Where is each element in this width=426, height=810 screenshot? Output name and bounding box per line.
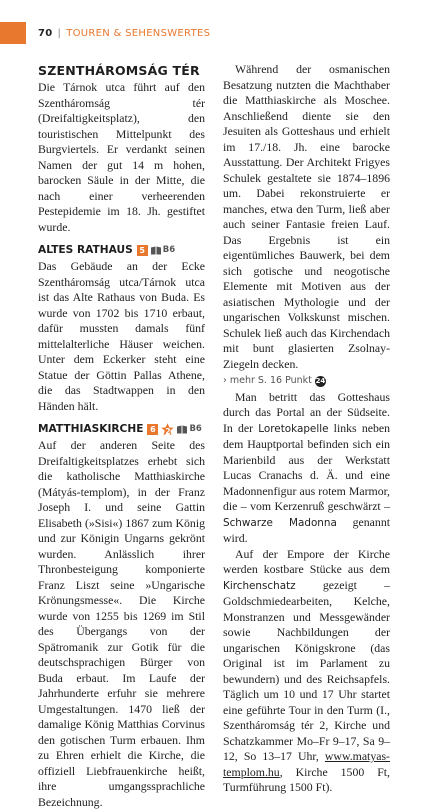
paragraph-matthiaskirche: Auf der anderen Seite des Dreifaltigkeitsplatzes erhebt sich die katholische Matthiaskirche (Mátyás-templom), in der Franz Joseph I. und seine Gattin Elisabeth (»Sisi«) 1867 zum König und zur Königin Ungarns gekrönt wurden. Anlässlich ihrer Thronbesteigung komponierte Franz Liszt seine »Ungarische Krönungsmesse«. Die Kirche wurde von 1255 bis 1269 im Stil des Übergangs von der Spätromanik zur Gotik für die deutschsprachigen Bürger von Buda erbaut. Im Laufe der Jahrhunderte erfuhr sie mehrere Umgestaltungen. 1470 ließ der damalige König Matthias Corvinus den gotischen Turm erbauen. Ihm zu Ehren erhielt die Kirche, die offiziell Liebfrauenkirche heißt, ihre umgangssprachliche Bezeichnung.	[38, 438, 205, 809]
website-link[interactable]: www.matyas-templom.hu	[223, 749, 390, 779]
paragraph-kirchenschatz	[223, 547, 390, 796]
highlight-star-icon	[161, 423, 174, 436]
section-tab-marker	[0, 22, 26, 44]
map-book-icon	[151, 246, 161, 255]
text: genannt wird.	[223, 514, 390, 545]
highlight-star-number: 2	[165, 426, 171, 436]
paragraph-altes-rathaus: Das Gebäude an der Ecke Szentháromság utca/Tárnok utca ist das Alte Rathaus von Buda. Es wurde von 1702 bis 1710 erbaut, dafür mussten damals fünf mittelalterliche Häuser weichen. Unter dem Eckerker steht eine Statue der Göttin Pallas Athene, die das Stadtwappen in den Händen hält.	[38, 259, 205, 413]
cross-reference-number: 24	[315, 377, 326, 385]
left-column	[38, 62, 205, 810]
section-title: TOUREN & SEHENSWERTES	[66, 27, 211, 39]
right-column	[223, 62, 390, 796]
paragraph-intro: Die Tárnok utca führt auf den Szentháromság tér (Dreifaltigkeitsplatz), den touristischen Mittelpunkt des Burgviertels. Er verdankt seinen Namen der gut 14 m hohen, barocken Säule in der Mitte, die nach einer verheerenden Pestepidemie im 18. Jh. gestiftet wurde.	[38, 80, 205, 234]
sight-number-badge: 5	[137, 245, 148, 256]
text: gezeigt – Goldschmiedearbeiten, Kelche, Monstranzen und Messgewänder sowie Nachbildungen der ungarischen Königskrone (das Original ist im Parlament zu bewundern) und des Reichsapfels. Täglich um 10 und 17 Uhr startet eine geführte Tour in den Turm (I., Szentháromság tér 2, Kirche und Schatzkammer Mo–Fr 9–17, Sa 9–12, So 13–17 Uhr,	[223, 577, 390, 763]
heading-matthiaskirche-text: MATTHIASKIRCHE	[38, 423, 144, 435]
highlight-schwarze-madonna: Schwarze Madonna	[223, 516, 337, 529]
text: Man betritt das Gotteshaus durch das Portal an der Südseite. In der	[223, 389, 390, 435]
text: , Kirche 1500 Ft, Turmführung 1500 Ft).	[223, 764, 390, 794]
highlight-kirchenschatz: Kirchenschatz	[223, 579, 296, 592]
heading-altes-rathaus	[38, 242, 205, 258]
page-number: 70	[38, 27, 53, 39]
heading-matthiaskirche	[38, 421, 205, 437]
paragraph-osmanische-besatzung: Während der osmanischen Besatzung nutzten die Machthaber die Matthiaskirche als Moschee. Anschließend diente sie den Jesuiten als Gotteshaus und erhielt im 17./18. Jh. eine barocke Ausstattung. Der Architekt Frigyes Schulek gestaltete sie 1874–1896 um. Dabei rekonstruierte er manches, etwa den Turm, ließ aber auch seiner Fantasie freien Lauf. Das Ergebnis ist ein eigentümliches Bauwerk, bei dem sich gotische und neogotische Elemente mit Motiven aus der asiatischen Mythologie und der ungarischen Volkskunst mischen. Schulek ließ auch das Kirchendach mit bunt glasierten Zsolnay-Ziegeln decken.	[223, 62, 390, 371]
text: Auf der Empore der Kirche werden kostbare Stücke aus dem	[223, 546, 390, 576]
cross-reference-arrow: ›	[223, 375, 227, 386]
cross-reference[interactable]	[223, 373, 390, 389]
map-book-icon	[177, 425, 187, 434]
cross-reference-text: mehr S. 16 Punkt	[229, 375, 312, 386]
map-grid-reference: B6	[162, 245, 176, 255]
sight-number-badge: 6	[147, 424, 158, 435]
paragraph-portal	[223, 390, 390, 547]
text: links neben dem Hauptportal befinden sich ein Marienbild aus der Werkstatt Lucas Cranachs d. Ä. und eine Madonnenfigur aus rotem Marmor, die – vom Kerzenruß geschwärzt –	[223, 420, 390, 513]
highlight-loretokapelle: Loretokapelle	[258, 422, 329, 435]
heading-szentharomsag-ter: SZENTHÁROMSÁG TÉR	[38, 63, 200, 78]
running-header	[38, 24, 210, 42]
map-grid-reference: B6	[189, 424, 202, 434]
header-separator: |	[57, 27, 62, 39]
heading-altes-rathaus-text: ALTES RATHAUS	[38, 244, 133, 256]
